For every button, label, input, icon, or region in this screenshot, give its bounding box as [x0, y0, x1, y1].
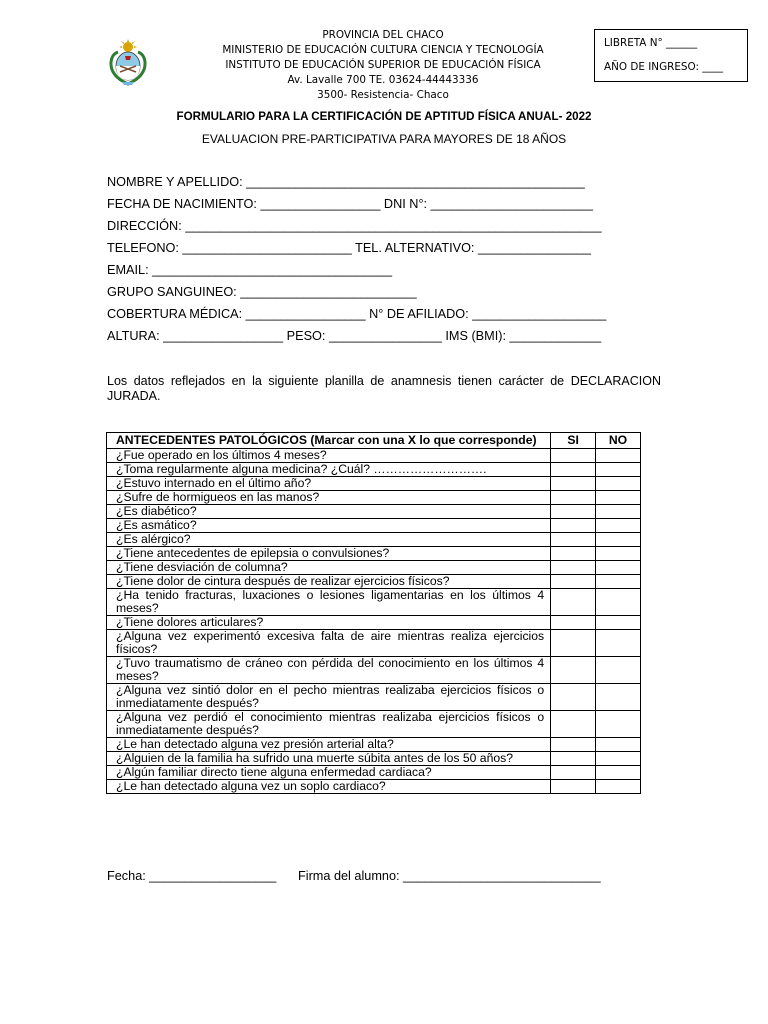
- year-of-entry-field[interactable]: AÑO DE INGRESO: ____: [604, 61, 724, 73]
- form-title: FORMULARIO PARA LA CERTIFICACIÓN DE APTITUD FÍSICA ANUAL- 2022: [176, 110, 592, 123]
- table-row: [107, 477, 641, 491]
- header-line-city: 3500- Resistencia- Chaco: [317, 89, 449, 101]
- header-line-institute: INSTITUTO DE EDUCACIÓN SUPERIOR DE EDUCACIÓN FÍSICA: [225, 59, 541, 71]
- phone-field[interactable]: TELEFONO: ________________________ TEL. ALTERNATIVO: ________________: [107, 241, 591, 255]
- no-checkbox-cell[interactable]: [596, 766, 641, 780]
- si-checkbox-cell[interactable]: [551, 752, 596, 766]
- si-checkbox-cell[interactable]: [551, 780, 596, 794]
- question-text: ¿Tiene desviación de columna?: [107, 561, 551, 575]
- table-row: [107, 684, 641, 711]
- table-row: [107, 711, 641, 738]
- table-row: [107, 519, 641, 533]
- question-text: ¿Alguna vez sintió dolor en el pecho mientras realizaba ejercicios físicos o inmediatamente después?: [107, 684, 551, 711]
- si-checkbox-cell[interactable]: [551, 684, 596, 711]
- date-field[interactable]: Fecha: __________________: [107, 869, 277, 883]
- si-checkbox-cell[interactable]: [551, 616, 596, 630]
- table-row: [107, 547, 641, 561]
- address-field[interactable]: DIRECCIÓN: ___________________________________________________________: [107, 219, 602, 233]
- no-checkbox-cell[interactable]: [596, 519, 641, 533]
- table-row: [107, 780, 641, 794]
- no-checkbox-cell[interactable]: [596, 711, 641, 738]
- si-checkbox-cell[interactable]: [551, 477, 596, 491]
- si-checkbox-cell[interactable]: [551, 657, 596, 684]
- medical-coverage-field[interactable]: COBERTURA MÉDICA: _________________ N° DE AFILIADO: ___________________: [107, 307, 607, 321]
- no-checkbox-cell[interactable]: [596, 477, 641, 491]
- table-header-label: ANTECEDENTES PATOLÓGICOS (Marcar con una X lo que corresponde): [107, 433, 551, 449]
- table-row: [107, 575, 641, 589]
- table-row: [107, 738, 641, 752]
- name-field[interactable]: NOMBRE Y APELLIDO: ________________________________________________: [107, 175, 585, 189]
- si-checkbox-cell[interactable]: [551, 711, 596, 738]
- header-line-province: PROVINCIA DEL CHACO: [322, 29, 444, 41]
- blood-group-field[interactable]: GRUPO SANGUINEO: _________________________: [107, 285, 417, 299]
- no-checkbox-cell[interactable]: [596, 463, 641, 477]
- question-text: ¿Tiene dolores articulares?: [107, 616, 551, 630]
- si-checkbox-cell[interactable]: [551, 463, 596, 477]
- question-text: ¿Le han detectado alguna vez un soplo cardiaco?: [107, 780, 551, 794]
- question-text: ¿Alguna vez experimentó excesiva falta de aire mientras realiza ejercicios físicos?: [107, 630, 551, 657]
- no-checkbox-cell[interactable]: [596, 752, 641, 766]
- sworn-declaration-text: Los datos reflejados en la siguiente planilla de anamnesis tienen carácter de DECLARACION JURADA.: [107, 374, 661, 403]
- si-checkbox-cell[interactable]: [551, 738, 596, 752]
- form-subtitle: EVALUACION PRE-PARTICIPATIVA PARA MAYORES DE 18 AÑOS: [201, 132, 567, 146]
- no-checkbox-cell[interactable]: [596, 561, 641, 575]
- si-checkbox-cell[interactable]: [551, 519, 596, 533]
- question-text: ¿Fue operado en los últimos 4 meses?: [107, 449, 551, 463]
- si-column-header: SI: [551, 433, 596, 449]
- no-checkbox-cell[interactable]: [596, 738, 641, 752]
- question-text: ¿Tiene dolor de cintura después de realizar ejercicios físicos?: [107, 575, 551, 589]
- question-text: ¿Sufre de hormigueos en las manos?: [107, 491, 551, 505]
- question-text: ¿Estuvo internado en el último año?: [107, 477, 551, 491]
- header-line-address: Av. Lavalle 700 TE. 03624-44443336: [287, 74, 479, 86]
- no-checkbox-cell[interactable]: [596, 505, 641, 519]
- question-text: ¿Toma regularmente alguna medicina? ¿Cuál? ……………………….: [107, 463, 551, 477]
- no-checkbox-cell[interactable]: [596, 684, 641, 711]
- question-text: ¿Es diabético?: [107, 505, 551, 519]
- si-checkbox-cell[interactable]: [551, 449, 596, 463]
- table-row: [107, 630, 641, 657]
- si-checkbox-cell[interactable]: [551, 766, 596, 780]
- question-text: ¿Alguna vez perdió el conocimiento mientras realizaba ejercicios físicos o inmediatamente después?: [107, 711, 551, 738]
- question-text: ¿Tuvo traumatismo de cráneo con pérdida del conocimiento en los últimos 4 meses?: [107, 657, 551, 684]
- signature-field[interactable]: Firma del alumno: ____________________________: [298, 869, 601, 883]
- question-text: ¿Alguien de la familia ha sufrido una muerte súbita antes de los 50 años?: [107, 752, 551, 766]
- si-checkbox-cell[interactable]: [551, 589, 596, 616]
- no-checkbox-cell[interactable]: [596, 575, 641, 589]
- si-checkbox-cell[interactable]: [551, 547, 596, 561]
- si-checkbox-cell[interactable]: [551, 561, 596, 575]
- no-checkbox-cell[interactable]: [596, 533, 641, 547]
- question-text: ¿Tiene antecedentes de epilepsia o convulsiones?: [107, 547, 551, 561]
- si-checkbox-cell[interactable]: [551, 630, 596, 657]
- table-row: [107, 752, 641, 766]
- libreta-number-field[interactable]: LIBRETA N° ______: [604, 37, 698, 49]
- question-text: ¿Es alérgico?: [107, 533, 551, 547]
- table-row: [107, 657, 641, 684]
- table-row: [107, 505, 641, 519]
- table-row: [107, 616, 641, 630]
- table-row: [107, 589, 641, 616]
- table-row: [107, 449, 641, 463]
- height-weight-bmi-field[interactable]: ALTURA: _________________ PESO: ________________ IMS (BMI): _____________: [107, 329, 602, 343]
- question-text: ¿Le han detectado alguna vez presión arterial alta?: [107, 738, 551, 752]
- table-row: [107, 533, 641, 547]
- institution-header: [200, 28, 566, 103]
- header-line-ministry: MINISTERIO DE EDUCACIÓN CULTURA CIENCIA Y TECNOLOGÍA: [222, 44, 544, 56]
- table-row: [107, 463, 641, 477]
- no-checkbox-cell[interactable]: [596, 630, 641, 657]
- email-field[interactable]: EMAIL: __________________________________: [107, 263, 393, 277]
- si-checkbox-cell[interactable]: [551, 533, 596, 547]
- no-checkbox-cell[interactable]: [596, 780, 641, 794]
- question-text: ¿Algún familiar directo tiene alguna enfermedad cardiaca?: [107, 766, 551, 780]
- no-checkbox-cell[interactable]: [596, 657, 641, 684]
- no-checkbox-cell[interactable]: [596, 449, 641, 463]
- argentina-coat-of-arms-icon: [108, 38, 148, 86]
- question-text: ¿Ha tenido fracturas, luxaciones o lesiones ligamentarias en los últimos 4 meses?: [107, 589, 551, 616]
- table-row: [107, 561, 641, 575]
- table-row: [107, 491, 641, 505]
- no-checkbox-cell[interactable]: [596, 589, 641, 616]
- no-checkbox-cell[interactable]: [596, 491, 641, 505]
- no-checkbox-cell[interactable]: [596, 547, 641, 561]
- si-checkbox-cell[interactable]: [551, 505, 596, 519]
- no-checkbox-cell[interactable]: [596, 616, 641, 630]
- table-header-row: [107, 433, 641, 449]
- birthdate-dni-field[interactable]: FECHA DE NACIMIENTO: _________________ DNI N°: _______________________: [107, 197, 593, 211]
- table-row: [107, 766, 641, 780]
- no-column-header: NO: [596, 433, 641, 449]
- si-checkbox-cell[interactable]: [551, 491, 596, 505]
- medical-history-table: [106, 432, 641, 794]
- si-checkbox-cell[interactable]: [551, 575, 596, 589]
- libreta-box: [594, 29, 748, 82]
- question-text: ¿Es asmático?: [107, 519, 551, 533]
